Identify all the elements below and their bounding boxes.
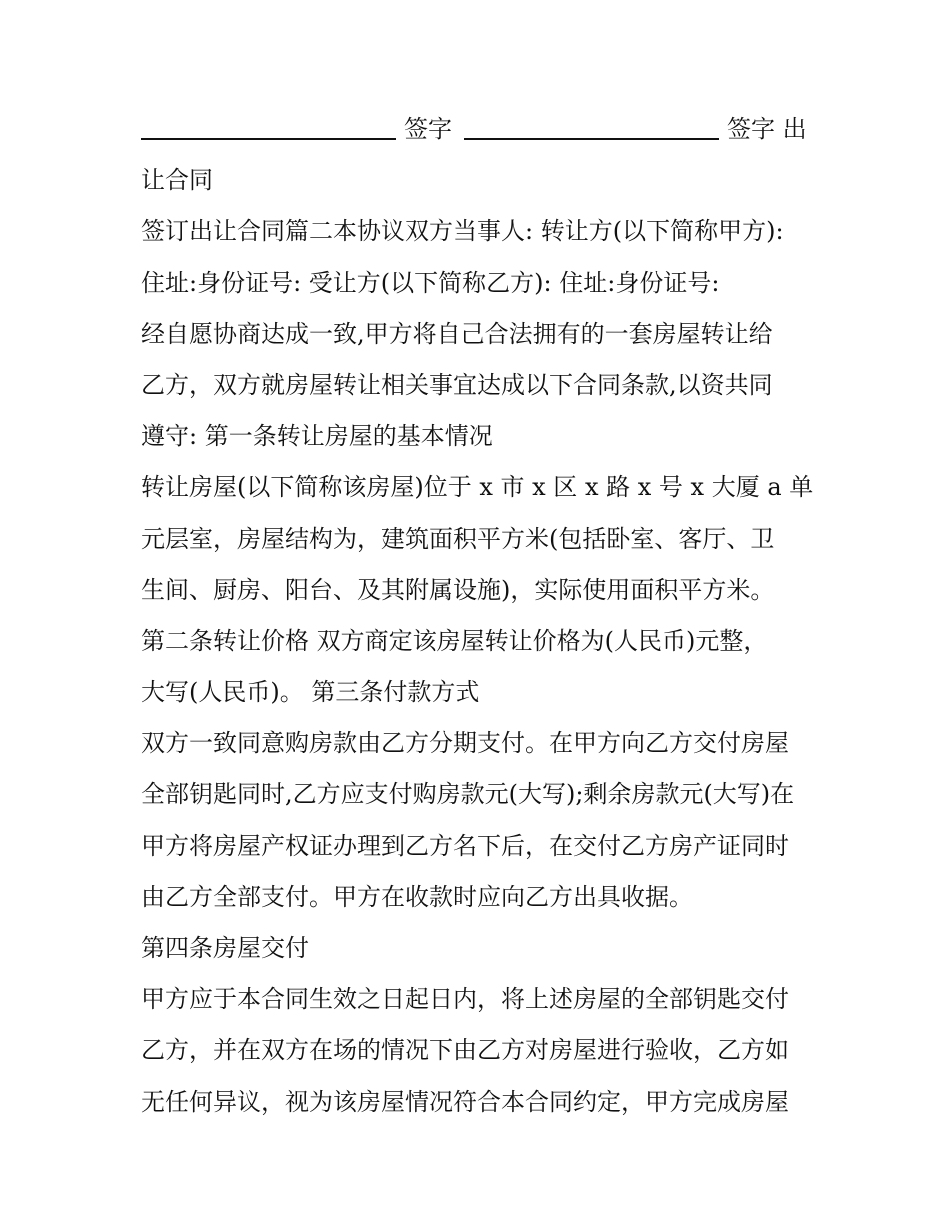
signature-blank-2 — [464, 138, 719, 140]
signature-row — [141, 104, 821, 155]
text-line: 第二条转让价格 双方商定该房屋转让价格为(人民币)元整， — [141, 626, 768, 655]
text-line: 由乙方全部支付。甲方在收款时应向乙方出具收据。 — [141, 882, 693, 911]
text-line: 第四条房屋交付 — [141, 934, 309, 962]
signature-blank-1 — [141, 138, 396, 140]
text-line: 住址:身份证号: 受让方(以下简称乙方): 住址:身份证号: — [141, 268, 720, 297]
text-line: 乙方，双方就房屋转让相关事宜达成以下合同条款,以资共同 — [141, 370, 773, 399]
text-line: 元层室，房屋结构为，建筑面积平方米(包括卧室、客厅、卫 — [141, 524, 775, 553]
text-line: 遵守: 第一条转让房屋的基本情况 — [141, 422, 493, 451]
text-line: 甲方应于本合同生效之日起日内，将上述房屋的全部钥匙交付 — [141, 985, 789, 1014]
text-line: 签订出让合同篇二本协议双方当事人: 转让方(以下简称甲方): — [141, 217, 784, 246]
signature-label-2: 签字 出 — [727, 115, 807, 143]
text-line: 大写(人民币)。 第三条付款方式 — [141, 678, 480, 707]
text-line: 让合同 — [141, 166, 213, 195]
text-line: 经自愿协商达成一致,甲方将自己合法拥有的一套房屋转让给 — [141, 319, 773, 348]
text-line: 无任何异议，视为该房屋情况符合本合同约定，甲方完成房屋 — [141, 1087, 789, 1116]
text-line: 乙方，并在双方在场的情况下由乙方对房屋进行验收，乙方如 — [141, 1036, 789, 1065]
text-line: 全部钥匙同时,乙方应支付购房款元(大写);剩余房款元(大写)在 — [141, 780, 795, 809]
signature-label-1: 签字 — [404, 115, 452, 143]
text-line: 转让房屋(以下简称该房屋)位于 x 市 x 区 x 路 x 号 x 大厦 a 单 — [141, 473, 814, 502]
text-line: 生间、厨房、阳台、及其附属设施)，实际使用面积平方米。 — [141, 575, 775, 604]
text-line: 甲方将房屋产权证办理到乙方名下后，在交付乙方房产证同时 — [141, 831, 789, 860]
contract-body — [141, 104, 821, 1128]
text-line: 双方一致同意购房款由乙方分期支付。在甲方向乙方交付房屋 — [141, 729, 789, 758]
